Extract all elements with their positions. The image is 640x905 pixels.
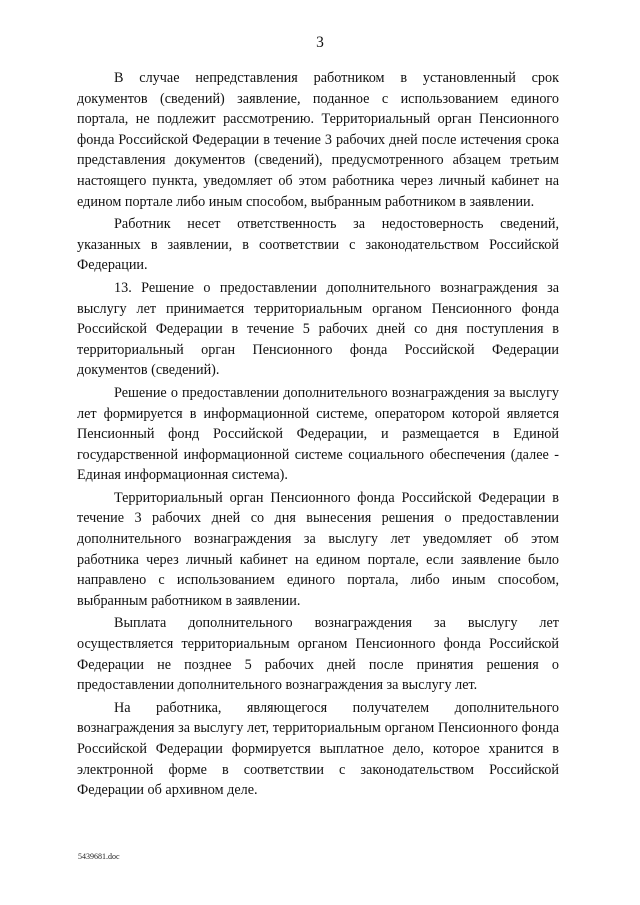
page-number: 3 bbox=[316, 34, 324, 51]
footer-document-code: 5439681.doc bbox=[78, 852, 120, 861]
paragraph-13-decision: 13. Решение о предоставлении дополнительного вознаграждения за выслугу лет принимается территориальным органом Пенсионного фонда Российской Федерации в течение 5 рабочих дней со дня поступления в территориальный орган Пенсионного фонда Российской Федерации документов (сведений). bbox=[77, 279, 559, 379]
paragraph-responsibility: Работник несет ответственность за недостоверность сведений, указанных в заявлении, в соответствии с законодательством Российской Федерации. bbox=[77, 216, 559, 274]
paragraph-payment-file: На работника, являющегося получателем дополнительного вознаграждения за выслугу лет, территориальным органом Пенсионного фонда Российской Федерации формируется выплатное дело, которое хранится в электронной форме в соответствии с законодательством Российской Федерации об архивном деле. bbox=[77, 699, 559, 799]
paragraph-notification: Территориальный орган Пенсионного фонда Российской Федерации в течение 3 рабочих дней со дня вынесения решения о предоставлении дополнительного вознаграждения за выслугу лет уведомляет об этом работника через личный кабинет на едином портале, если заявление было направлено с использованием единого портала, либо иным способом, выбранным работником в заявлении. bbox=[77, 489, 559, 609]
paragraph-nonsubmission: В случае непредставления работником в установленный срок документов (сведений) заявление, поданное с использованием единого портала, не подлежит рассмотрению. Территориальный орган Пенсионного фонда Российской Федерации в течение 3 рабочих дней после истечения срока представления документов (сведений), предусмотренного абзацем третьим настоящего пункта, уведомляет об этом работника через личный кабинет на едином портале либо иным способом, выбранным работником в заявлении. bbox=[77, 70, 559, 210]
paragraph-decision-formation: Решение о предоставлении дополнительного вознаграждения за выслугу лет формируется в информационной системе, оператором которой является Пенсионный фонд Российской Федерации, и размещается в Единой государственной информационной системе социального обеспечения (далее - Единая информационная система). bbox=[77, 384, 559, 484]
document-body bbox=[77, 68, 559, 803]
paragraph-payment: Выплата дополнительного вознаграждения за выслугу лет осуществляется территориальным органом Пенсионного фонда Российской Федерации не позднее 5 рабочих дней после принятия решения о предоставлении дополнительного вознаграждения за выслугу лет. bbox=[77, 615, 559, 694]
